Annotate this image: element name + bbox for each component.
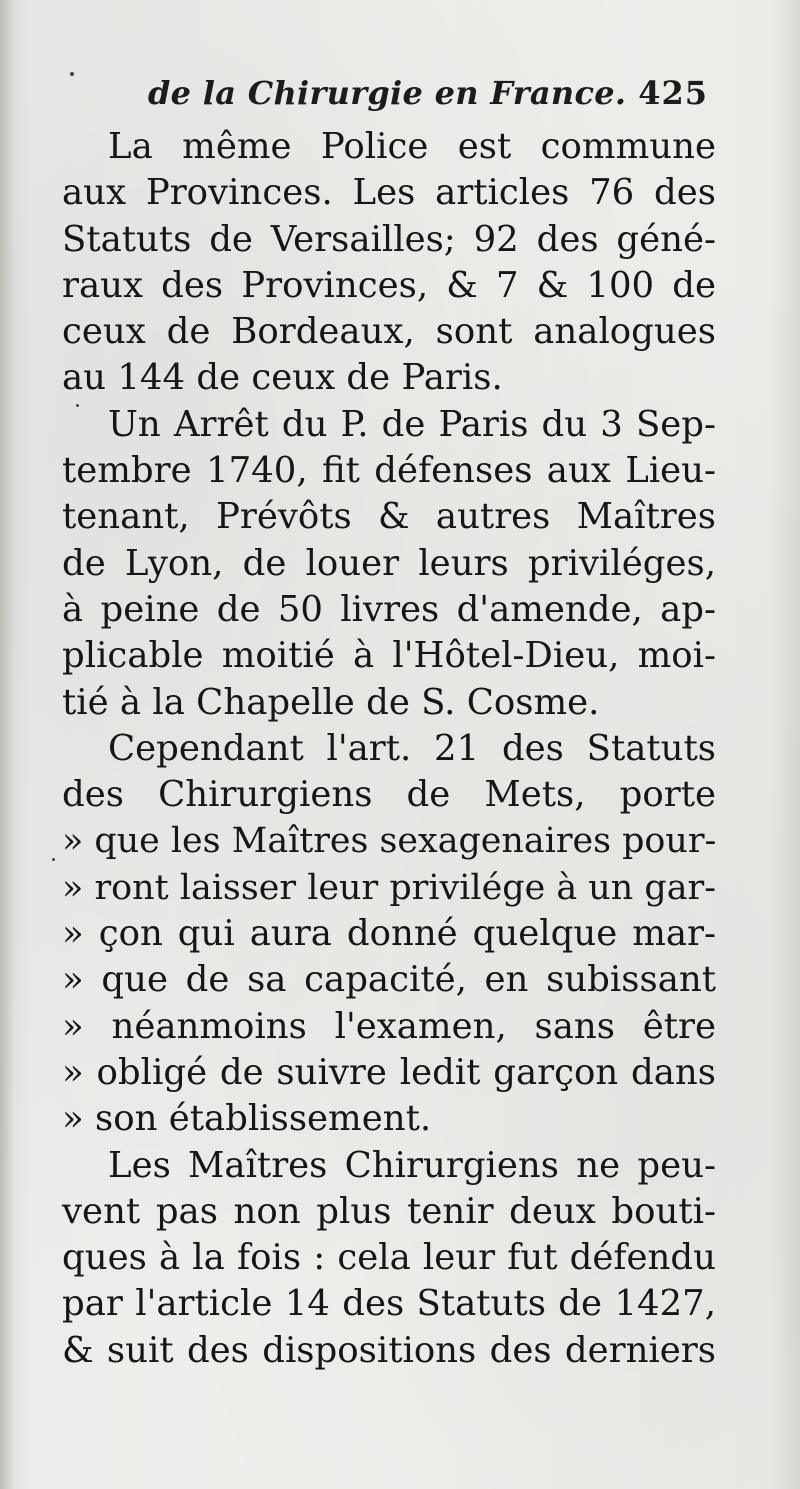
ink-speck [70, 72, 74, 76]
running-title: de la Chirurgie en France. [148, 74, 627, 112]
text-line: raux des Provinces, & 7 & 100 de [62, 264, 716, 306]
text-line: Statuts de Versailles; 92 des géné- [62, 218, 716, 260]
ink-speck [76, 404, 79, 407]
text-line: tié à la Chapelle de S. Cosme. [62, 681, 600, 723]
text-line: plicable moitié à l'Hôtel-Dieu, moi- [62, 635, 716, 677]
text-line: » çon qui aura donné quelque mar- [62, 913, 716, 955]
text-line: » obligé de suivre ledit garçon dans [62, 1051, 716, 1093]
text-line: » que les Maîtres sexagenaires pour- [62, 821, 717, 862]
text-line: par l'article 14 des Statuts de 1427, [62, 1283, 716, 1325]
text-line: » son établissement. [62, 1098, 432, 1140]
text-line: au 144 de ceux de Paris. [62, 357, 503, 399]
page-number: 425 [638, 74, 708, 112]
body-text [62, 124, 716, 1374]
text-line: Un Arrêt du P. de Paris du 3 Sep- [108, 403, 716, 445]
text-line: ceux de Bordeaux, sont analogues [62, 311, 716, 353]
text-line: ques à la fois : cela leur fut défendu [62, 1237, 716, 1279]
text-line: tenant, Prévôts & autres Maîtres [62, 496, 716, 538]
text-line: & suit des dispositions des derniers [62, 1329, 716, 1371]
text-line: » néanmoins l'examen, sans être [62, 1005, 716, 1047]
text-line: Cependant l'art. 21 des Statuts [108, 727, 716, 769]
text-line: vent pas non plus tenir deux bouti- [62, 1190, 716, 1232]
text-line: » ront laisser leur privilége à un gar- [62, 867, 716, 908]
text-line: de Lyon, de louer leurs priviléges, [62, 542, 716, 584]
text-line: La même Police est commune [108, 126, 716, 167]
page-edge-shadow [0, 0, 14, 1489]
text-line: des Chirurgiens de Mets, porte [62, 774, 716, 816]
text-line: Les Maîtres Chirurgiens ne peu- [108, 1144, 716, 1186]
text-line: à peine de 50 livres d'amende, ap- [62, 588, 716, 630]
ink-speck [52, 858, 55, 861]
text-line: » que de sa capacité, en subissant [62, 959, 716, 1001]
running-head [148, 70, 718, 120]
text-line: aux Provinces. Les articles 76 des [62, 172, 716, 214]
text-line: tembre 1740, fit défenses aux Lieu- [62, 450, 716, 492]
